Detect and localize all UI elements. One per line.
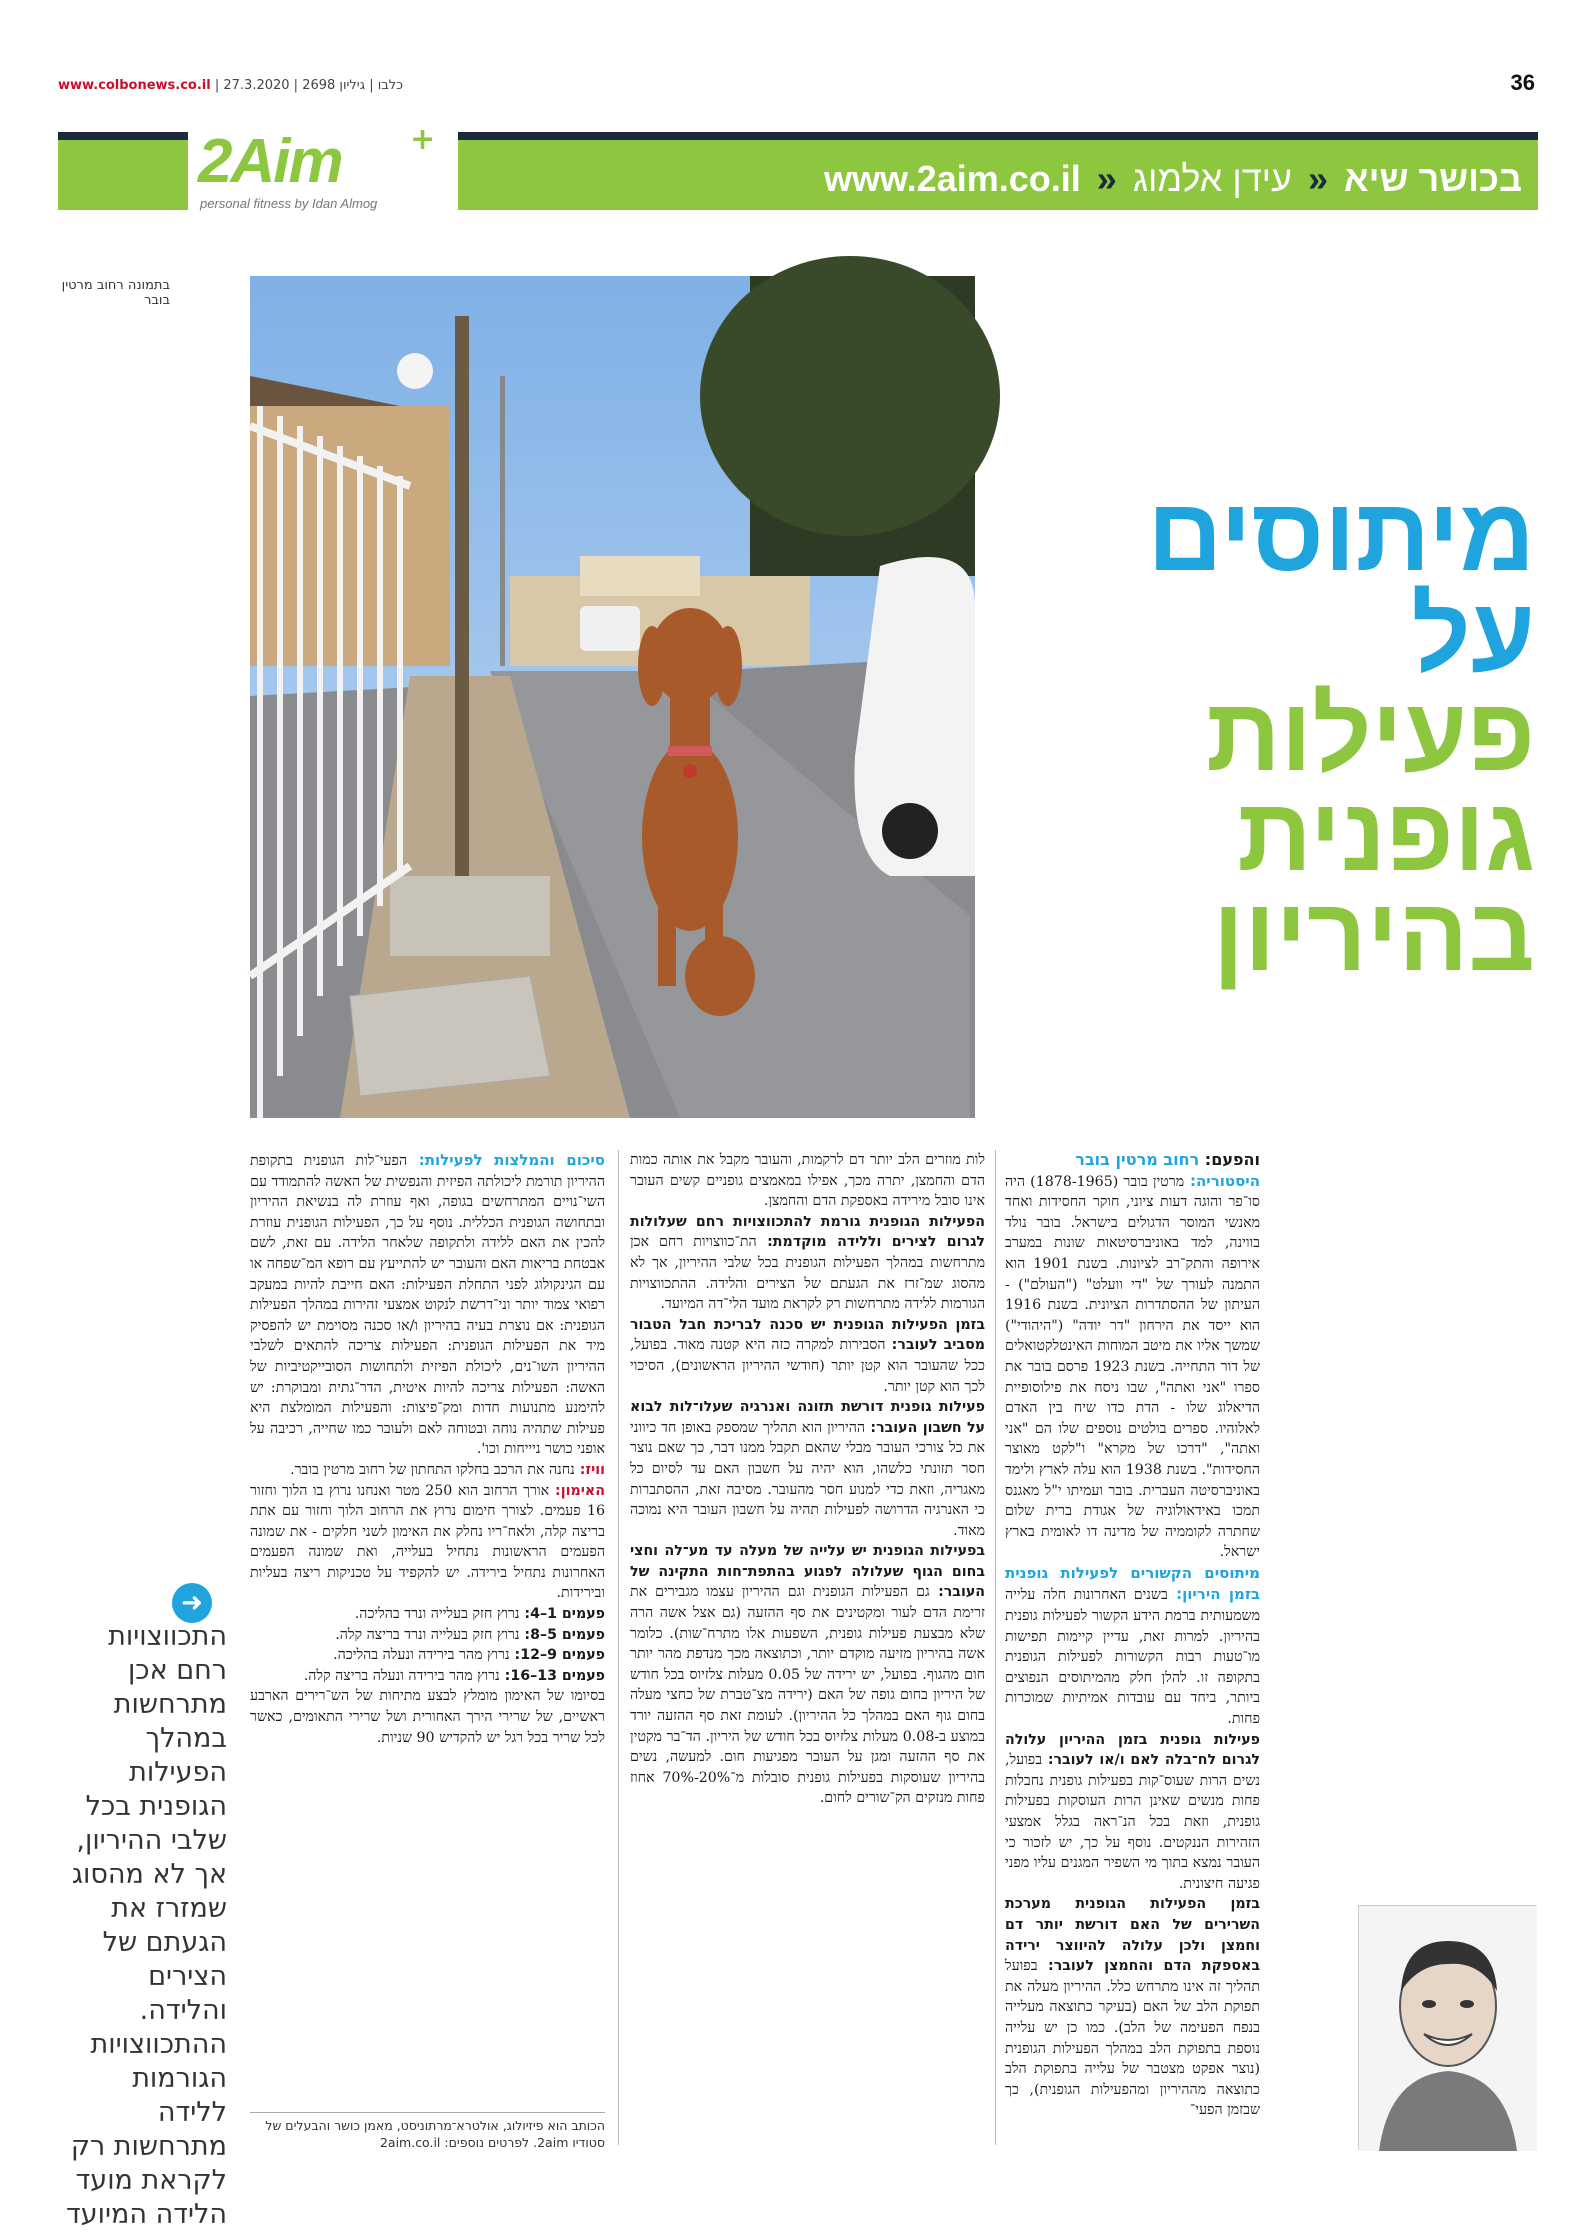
set-label: פעמים 13–16:	[499, 1667, 605, 1684]
myth-6-title: בפעילות הגופנית יש עלייה של מעלה עד מע־לה וחצי בחום הגוף שעלולה לפגוע בהתפת־חות התקינה של העובר:	[630, 1543, 986, 1601]
logo-tagline: personal fitness by Idan Almog	[200, 196, 378, 211]
column-banner	[58, 122, 1538, 220]
site-url[interactable]: www.colbonews.co.il	[58, 78, 211, 93]
myth-3-title: הפעילות הגופנית גורמת להתכווצויות רחם שעלולות לגרום לצירים וללידה מוקדמת:	[630, 1213, 985, 1251]
headline-line-5: בהיריון	[1212, 877, 1535, 993]
author-portrait	[1358, 1905, 1536, 2150]
myths-paragraph	[1005, 1563, 1260, 1730]
double-chevron-icon: «	[1307, 158, 1329, 199]
set-label: פעמים 5–8:	[519, 1626, 605, 1643]
set-text: נרוץ מהר בירידה ונעלה בהליכה.	[333, 1647, 510, 1664]
brand-logo	[188, 122, 458, 220]
myth-3	[630, 1212, 985, 1315]
column-divider	[995, 1150, 996, 2145]
myth-4-title: בזמן הפעילות הגופנית יש סכנה לבריכת חבל הטבור מסביב לעובר:	[630, 1316, 985, 1354]
article-column-1	[1005, 1150, 1260, 2121]
route-label: וויז:	[574, 1461, 605, 1478]
myth-2	[1005, 1894, 1260, 2121]
myth-4-text: הסבירות למקרה כזה היא קטנה מאוד. בפועל, ככל שהעובר הוא קטן יותר (חודשי ההיריון הראשונים), הסיכוי לכך הוא קטן יותר.	[630, 1337, 985, 1395]
headline-line-4: גופנית	[1237, 777, 1535, 893]
byline-prefix: והפעם:	[1199, 1150, 1260, 1169]
pull-quote: התכווצויות רחם אכן מתרחשות במהלך הפעילות הגופנית בכל שלבי ההיריון, אך לא מהסוג שמזרז את הגעתם של הצירים והלידה. ההתכווצויות הגורמות ללידה מתרחשות רק לקראת מועד הלידה המיועד	[66, 1621, 227, 2230]
street-dog-photo	[250, 276, 975, 1118]
photo-credit: בתמונה רחוב מרטין בובר	[61, 278, 170, 308]
arrow-right-icon: ➜	[172, 1583, 212, 1623]
byline-name: רחוב מרטין בובר	[1075, 1150, 1200, 1169]
history-text: מרטין בובר (1878-1965) היה סו־פר והוגה דעות ציוני, חוקר החסידות ואחד מאנשי המוסר הדגולים בישראל. בובר נולד בווינה, למד באוניברסיטאות שונות במערב אירופה והתק־רב לציונות. בשנת 1901 הוא התמנה לעורך של "די וועלט" ("העולם") - העיתון של ההסתדרות הציונית. בשנת 1916 הוא ייסד את הירחון "דר יודה" ("היהודי") שמשך אליו את מיטב המוחות האינטלקטואלים של דור התחייה. בשנת 1923 פרסם בובר את ספרו "אני ואתה", שבו ניסח את פילוסופיית הדיאלוג שלו - הדת כדו שיח בין האדם לאלוהיו. ספרים בולטים נוספים שלו הם "אני ואתה", "דרכו של מקרא" ו"לקט מאוצר החסידות". בשנת 1938 הוא עלה לארץ ולימד באוניברסיטה העברית. בובר ועמיתו י"ל מאגנס תמכו באידאולוגיה של אגודת ברית שלום שחתרה לקוממיה של מדינה דו לאומית בארץ ישראל.	[1005, 1173, 1260, 1561]
set-text: נרוץ חזק בעלייה ונרד בהליכה.	[354, 1606, 520, 1623]
trainer-label: האימון:	[549, 1482, 605, 1499]
banner-author: עידן אלמוג	[1132, 158, 1292, 199]
closing-paragraph: בסיומו של האימון מומלץ לבצע מתיחות של הש־רירים הארבע ראשיים, של שרירי הירך האחורית ושל שרירי התאומים, כאשר לכל שריר בכל רגל יש להקדיש 90 שניות.	[250, 1688, 605, 1746]
page-number: 36	[1510, 70, 1535, 95]
myth-5-text: ההיריון הוא תהליך שמספק באופן חד כיווני את כל צורכי העובר מבלי שהאם תקבל ממנו דבר, כך שאם נוצר חסר תזונתי כלשהו, הוא יהיה על חשבון האם עד לסיום כל מאגריה, וזאת כדי למנוע חסר מהעובר. מסיבה זאת, ההסתברות כי האנרגיה הדרושה לפעילות תהיה על חשבון העובר היא נמוכה מאוד.	[630, 1419, 985, 1539]
myth-1-text: בפועל, נשים הרות שעוס־קות בפעילות גופנית נחבלות פחות מנשים שאינן הרות העוסקות בפעילות גופנית, וזאת בכל הנ־ראה בגלל אמצעי הזהירות הננקטים. נוסף על כך, יש לזכור כי העובר נמצא בתוך מי השפיר המגנים עליו מפני פגיעה חיצונית.	[1005, 1752, 1260, 1892]
set-item	[250, 1666, 605, 1687]
author-note: הכותב הוא פיזיולוג, אולטרא־מרתוניסט, מאמן כושר והבעלים של סטודיו 2aim. לפרטים נוספים: 2aim.co.il	[250, 2112, 605, 2151]
banner-url[interactable]: www.2aim.co.il	[824, 158, 1081, 199]
myth-5-title: פעילות גופנית דורשת תזונה ואנרגיה שעלו־לות לבוא על חשבון העובר:	[630, 1399, 986, 1436]
myths-intro: בשנים האחרונות חלה עלייה משמעותית ברמת הידע הקשור לפעילות גופנית בהיריון. למרות זאת, עדיין קיימות תפישות מו־טעות רבות הקשורות לפעילות הגופנית בתקופה זו. להלן חלק מהמיתוסים הנפוצים ביותר, ביחד עם עובדות אמיתיות שמוכרות פחות.	[1005, 1587, 1260, 1728]
set-text: נרוץ מהר בירידה ונעלה בריצה קלה.	[303, 1667, 500, 1684]
set-item	[250, 1625, 605, 1646]
summary-text: הפעי־לות הגופנית בתקופת ההיריון תורמת ליכולתה הפיזית והנפשית של האשה להתמודד עם השי־נויים המתרחשים בגופה, ואף עוזרת לה בנשיאת ההיריון ובתחושה הגופנית הכללית. נוסף על כך, הפעילות הגופנית עוזרת להכין את האם ללידה ולתקופה שלאחר הלידה. עם זאת, לשם אבטחת בריאות האם והעובר יש להתייעץ עם רופא המ־שפחה או עם הגינקולוג לפני התחלת הפעילות: האם חייבת להיות במעקב רפואי צמוד יותר וני־דרשת לנקוט אמצעי זהירות במהלך הפעילות הגופנית: אם נוצרת בעיה בהיריון ו/או סכנה מסוימת יש להפסיק מיד את הפעילות הגופנית: הפעילות צריכה להתאים לשלבי ההיריון השו־נים, ליכולת הפיזית ולתחושות הסובייקטיביות של האשה: הפעילות צריכה להיות איטית, הדר־גתית ומבוקרת: יש להימנע מתנועות חדות ומק־פיצות: והפעילות המומלצת היא פעילות שתהיה נוחה ובטוחה לאם ולעובר כמו שחייה, רכיבה על אופני כושר ניייחות וכו'.	[250, 1153, 605, 1458]
photo-illustration	[250, 276, 975, 1118]
myth-6	[630, 1541, 985, 1809]
myth-4	[630, 1315, 985, 1397]
route-text: נחנה את הרכב בחלקו התחתון של רחוב מרטין בובר.	[290, 1461, 575, 1478]
myth-6-text: גם הפעילות הגופנית וגם ההיריון עצמו מגבירים את זרימת הדם לעור ומקטינים את סף ההזעה (גם אצל אשה הרה שלא מבצעת פעילות גופנית, השפעות אלו מתרח־שות). כלומר אשה בהיריון מזיעה מוקדם יותר, וכתוצאה מכך מנדפת מהר יותר חום מהגוף. בפועל, יש ירידה של 0.05 מעלות צלזיוס בכל חודש של היריון בחום גופה של האם (ירידה מצ־טברת של כחצי מעלה בחום גוף האם במהלך כל ההיריון). לעומת זאת סף ההזעה יורד במוצע ב-0.08 מעלות צלזיוס בכל חודש של היריון. הד־בר מקטין את סף ההזעה ומגן על העובר מפגיעות חום. למעשה, נשים בהיריון שעוסקות בפעילות גופנית סובלות מ־20%-70% אחוז פחות מנזקים הק־שורים לחום.	[630, 1584, 986, 1807]
myth-1	[1005, 1730, 1260, 1895]
article-headline	[1147, 477, 1535, 993]
summary-heading: סיכום והמלצות לפעילות:	[407, 1151, 605, 1169]
double-chevron-icon: «	[1096, 158, 1117, 199]
myth-2-continued: לות מוזרים הלב יותר דם לרקמות, והעובר מקבל את אותה כמות הדם והחמצן, יתרה מכך, אפילו במאמצים גופניים קשים העובר אינו סובל מירידה באספקת הדם והחמצן.	[630, 1152, 985, 1210]
portrait-sketch	[1359, 1906, 1537, 2151]
summary-paragraph	[250, 1150, 605, 1460]
myth-5	[630, 1397, 985, 1541]
headline-line-3: פעילות	[1206, 677, 1535, 793]
myth-3-text: הת־כווצויות רחם אכן מתרחשות במהלך הפעילות הגופנית בכל שלבי ההיריון, אך לא מהסוג שמ־זרז את הגעתם של הצירים והלידה. ההתכווצויות הגורמות ללידה מתרחשות רק לקראת מועד הלי־דה המיועד.	[630, 1234, 985, 1313]
headline-line-1: מיתוסים	[1147, 477, 1535, 593]
masthead-line	[58, 78, 403, 93]
myth-2-text: בפועל תהליך זה אינו מתרחש כלל. ההיריון מעלה את תפוקת הלב של האם (בעיקר כתוצאה מעלייה בנפח הפעימה של הלב). כמו כן יש עלייה נוספת בתפוקת הלב במהלך הפעילות הגופנית (נוצר אפקט מצטבר של עלייה בתפוקת הלב כתוצאה מההיריון ומהפעילות הגופנית), כך שבזמן הפעי־	[1005, 1958, 1260, 2119]
plus-icon: +	[410, 122, 436, 157]
article-column-2	[630, 1150, 985, 1809]
myth-1-title: פעילות גופנית בזמן ההיריון עלולה לגרום לח־בלה לאם ו/או לעובר:	[1005, 1731, 1260, 1769]
set-text: נרוץ חזק בעלייה ונרד בריצה קלה.	[335, 1626, 520, 1643]
byline	[1005, 1150, 1260, 1171]
trainer-paragraph	[250, 1481, 605, 1605]
set-item	[250, 1645, 605, 1666]
history-paragraph	[1005, 1171, 1260, 1563]
headline-line-2: על	[1411, 577, 1535, 693]
article-column-3	[250, 1150, 605, 1748]
banner-section: בכושר שיא	[1344, 158, 1522, 199]
column-divider	[618, 1150, 619, 2145]
route-paragraph	[250, 1460, 605, 1481]
myths-heading: מיתוסים הקשורים לפעילות גופנית בזמן היריון:	[1005, 1563, 1260, 1604]
issue-meta: | כלבו | גיליון 2698 | 27.3.2020	[210, 78, 404, 93]
trainer-text: אורך הרחוב הוא 250 מטר ואנחנו נרוץ בו הלוך וחזור 16 פעמים. לצורך חימום נרוץ את הרחוב הלוך וחזור עם אתת בריצה קלה, ולאח־ריו נחלק את האימון לשני חלקים - את שמונה הפעמים הראשונות נתחיל בעלייה, ואת שמונה הפעמים האחרונות נתחיל בירידה. יש להקפיד על טכניקות ריצה בעליות ובירידות.	[250, 1482, 605, 1602]
banner-text	[824, 158, 1522, 200]
myth-2-title: בזמן הפעילות הגופנית מערכת השרירים של האם דורשת יותר דם וחמצן ולכן עלולה להיווצר ירידה באספקת הדם והחמצן לעובר:	[1005, 1896, 1260, 1975]
logo-wordmark: 2Aim	[198, 127, 342, 196]
set-item	[250, 1604, 605, 1625]
set-label: פעמים 1–4:	[519, 1606, 605, 1623]
set-label: פעמים 9–12:	[509, 1647, 605, 1664]
history-label: היסטוריה:	[1184, 1171, 1261, 1190]
